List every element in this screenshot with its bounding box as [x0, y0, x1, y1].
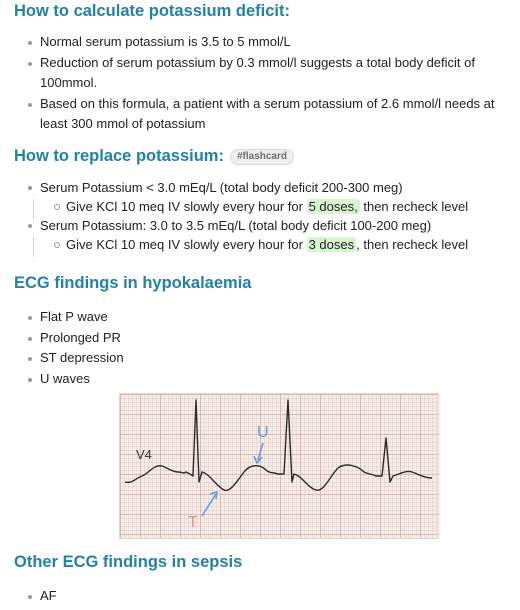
list-replace-potassium — [26, 178, 516, 254]
t-wave-arrow — [202, 494, 216, 516]
indent-guide — [33, 237, 34, 257]
sub-text: then recheck level — [359, 199, 469, 214]
list-item-text: Serum Potassium < 3.0 mEq/L (total body deficit 200-300 meg) — [40, 180, 403, 195]
list-ecg-sepsis — [26, 586, 226, 607]
list-item: ST depression — [26, 348, 326, 369]
heading-replace-potassium — [14, 147, 294, 166]
list-item: U waves — [26, 369, 326, 390]
u-wave-label: U — [257, 424, 269, 441]
list-ecg-findings — [26, 307, 326, 389]
list-item: Normal serum potassium is 3.5 to 5 mmol/L — [26, 32, 506, 53]
sub-text: , then recheck level — [356, 237, 469, 252]
ecg-lead-label: V4 — [136, 447, 152, 462]
list-item: Reduction of serum potassium by 0.3 mmol/l suggests a total body deficit of 100mmol. — [26, 53, 506, 94]
sub-list-item — [40, 235, 516, 254]
list-item — [26, 216, 516, 254]
sub-text: Give KCl 10 meq IV slowly every hour for — [66, 237, 307, 252]
ecg-image — [119, 393, 439, 539]
highlight: 5 doses, — [308, 199, 358, 214]
heading-ecg-sepsis: Other ECG findings in sepsis — [14, 553, 243, 571]
list-item: Flat P wave — [26, 307, 326, 328]
list-item: Prolonged PR — [26, 328, 326, 349]
heading-ecg-hypokalaemia: ECG findings in hypokalaemia — [14, 274, 252, 292]
highlight: 3 doses — [308, 237, 355, 252]
list-item-text: Serum Potassium: 3.0 to 3.5 mEq/L (total body deficit 100-200 meg) — [40, 218, 432, 233]
heading-potassium-deficit: How to calculate potassium deficit: — [14, 2, 290, 20]
list-potassium-deficit — [26, 32, 506, 135]
sub-list-item — [40, 197, 516, 216]
heading-text: How to replace potassium: — [14, 147, 224, 165]
ecg-trace — [125, 400, 432, 490]
list-item: AF — [26, 586, 226, 607]
t-wave-label: T — [188, 514, 198, 531]
list-item: Based on this formula, a patient with a serum potassium of 2.6 mmol/l needs at least 300 mmol of potassium — [26, 94, 506, 135]
ecg-trace-svg — [120, 394, 438, 538]
sub-text: Give KCl 10 meq IV slowly every hour for — [66, 199, 307, 214]
flashcard-tag[interactable]: #flashcard — [230, 149, 294, 165]
list-item — [26, 178, 516, 216]
